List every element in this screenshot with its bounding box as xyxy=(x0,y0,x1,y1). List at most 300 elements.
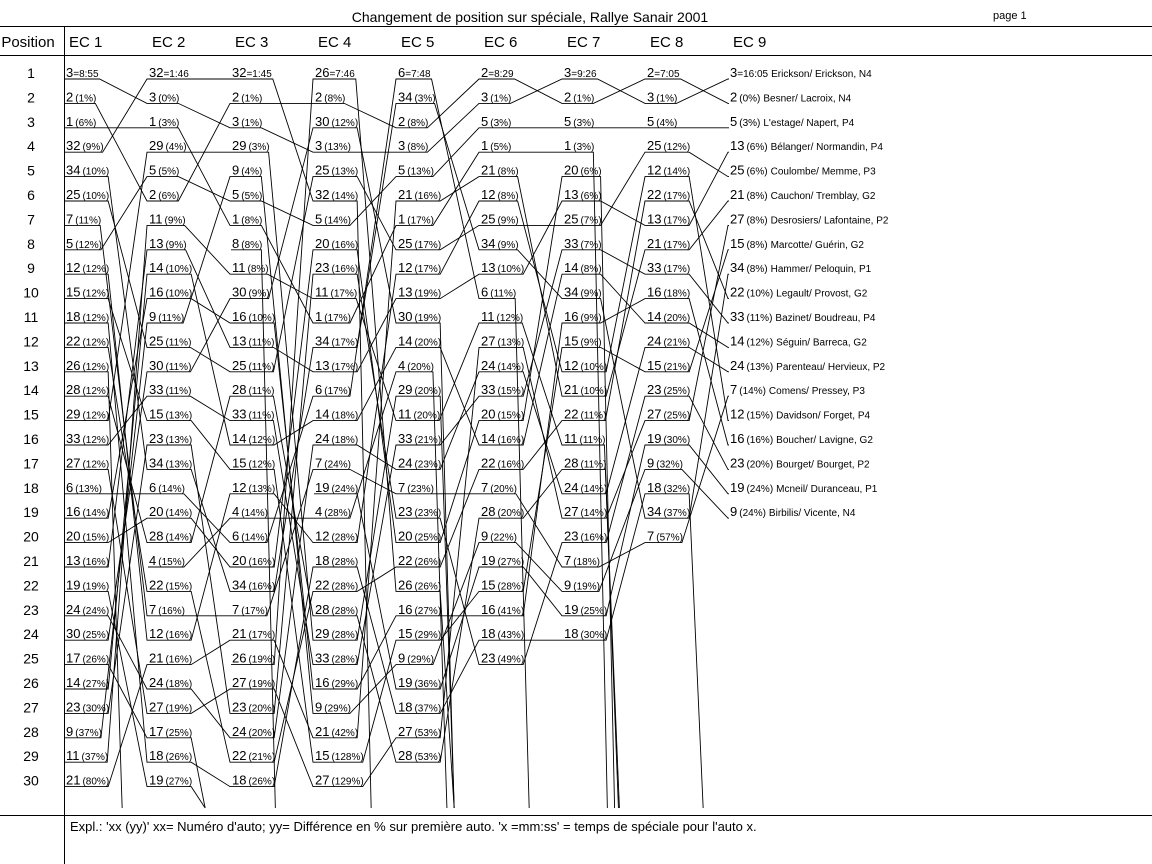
car-number: 13 xyxy=(232,333,247,349)
cell-label xyxy=(149,114,179,129)
car-number: 23 xyxy=(564,528,579,544)
car-number: 33 xyxy=(730,309,745,324)
position-number: 3 xyxy=(27,113,35,130)
car-difference: (37%) xyxy=(414,703,442,715)
car-number: 1 xyxy=(66,113,74,129)
result-cell xyxy=(232,675,275,690)
car-difference: (28%) xyxy=(331,654,359,666)
result-cell xyxy=(730,187,876,202)
car-difference: (11%) xyxy=(579,435,606,446)
car-number: 2 xyxy=(232,89,240,105)
crew-name: Mcneil/ Duranceau, P1 xyxy=(776,483,878,495)
car-number: 21 xyxy=(481,162,496,178)
result-cell xyxy=(398,699,441,714)
car-number: 9 xyxy=(66,723,74,739)
car-number: 3 xyxy=(398,138,406,154)
result-cell xyxy=(481,407,524,422)
car-difference: (80%) xyxy=(82,776,110,788)
cell-label xyxy=(232,724,275,739)
car-difference: (17%) xyxy=(331,337,359,349)
car-number: 23 xyxy=(730,455,745,471)
car-number: 24 xyxy=(149,675,164,690)
cell-label xyxy=(730,504,856,519)
car-number: 30 xyxy=(232,284,247,300)
result-cell xyxy=(481,260,524,275)
car-number: 19 xyxy=(315,479,330,495)
car-number: 3 xyxy=(481,89,489,105)
car-difference: (16%) xyxy=(82,557,110,568)
cell-label xyxy=(730,211,889,226)
cell-label xyxy=(647,187,690,202)
car-difference: (1%) xyxy=(656,93,678,105)
result-cell xyxy=(149,626,192,641)
car-difference: (11%) xyxy=(158,313,185,324)
car-number: 4 xyxy=(232,504,240,520)
car-difference: (24%) xyxy=(331,483,359,495)
car-number: 9 xyxy=(315,699,323,715)
cell-label xyxy=(564,211,602,226)
car-number: 28 xyxy=(564,455,579,471)
cell-label xyxy=(647,163,690,178)
car-number: 26 xyxy=(315,65,330,80)
car-difference: =8:29 xyxy=(488,69,514,80)
result-cell xyxy=(398,748,441,763)
cell-label xyxy=(730,358,886,373)
result-cell xyxy=(481,285,516,300)
cell-label xyxy=(232,773,275,788)
result-cell xyxy=(66,773,109,788)
car-difference: (27%) xyxy=(82,679,110,690)
car-number: 1 xyxy=(149,113,157,129)
cell-label xyxy=(398,626,441,641)
cell-label xyxy=(481,358,524,373)
car-difference: (53%) xyxy=(414,752,442,764)
car-difference: (22%) xyxy=(490,532,517,544)
cell-label xyxy=(398,65,431,80)
car-number: 11 xyxy=(66,748,80,764)
result-cell xyxy=(398,724,441,739)
car-difference: (53%) xyxy=(414,727,442,739)
result-cell xyxy=(232,309,275,324)
result-cell xyxy=(564,163,602,178)
result-cell xyxy=(481,211,519,226)
result-cell xyxy=(398,114,428,129)
car-number: 27 xyxy=(398,723,413,739)
crew-name: Besner/ Lacroix, N4 xyxy=(763,93,852,105)
cell-label xyxy=(315,773,364,788)
result-cell xyxy=(66,699,109,714)
car-difference: (4%) xyxy=(165,142,187,154)
car-difference: (12%) xyxy=(248,435,276,446)
result-cell xyxy=(398,529,441,544)
car-difference: (17%) xyxy=(330,288,358,300)
result-cell xyxy=(315,187,358,202)
result-cell xyxy=(647,309,690,324)
result-cell xyxy=(398,626,441,641)
car-number: 23 xyxy=(481,650,496,666)
car-number: 32 xyxy=(315,187,330,202)
car-number: 13 xyxy=(647,211,662,227)
cell-label xyxy=(232,455,275,470)
crew-name: Desrosiers/ Lafontaine, P2 xyxy=(770,215,889,227)
car-number: 14 xyxy=(232,431,247,446)
cell-label xyxy=(398,163,434,178)
car-number: 19 xyxy=(481,553,496,568)
result-cell xyxy=(149,187,179,202)
car-number: 9 xyxy=(730,504,738,520)
result-cell xyxy=(398,358,434,373)
result-cell xyxy=(398,187,441,202)
car-number: 17 xyxy=(66,650,81,666)
result-cell xyxy=(66,358,109,373)
result-cell xyxy=(232,651,275,666)
cell-label xyxy=(232,114,262,129)
car-number: 24 xyxy=(730,357,745,373)
car-number: 28 xyxy=(315,601,330,617)
result-cell xyxy=(66,626,109,641)
car-difference: (14%) xyxy=(82,508,110,520)
car-number: 23 xyxy=(647,382,662,398)
car-difference: (17%) xyxy=(663,239,691,251)
cell-label xyxy=(647,431,690,446)
cell-label xyxy=(66,651,109,666)
cell-label xyxy=(315,529,358,544)
car-number: 24 xyxy=(66,601,81,617)
car-difference: (32%) xyxy=(656,459,683,471)
result-cell xyxy=(647,163,690,178)
car-number: 6 xyxy=(66,479,74,495)
car-number: 33 xyxy=(149,382,164,398)
car-difference: (27%) xyxy=(165,776,193,788)
car-number: 11 xyxy=(398,406,412,422)
car-difference: (129%) xyxy=(331,776,364,788)
car-difference: (17%) xyxy=(663,191,691,202)
car-number: 21 xyxy=(232,626,247,642)
cell-label xyxy=(149,89,179,104)
car-number: 15 xyxy=(398,626,413,642)
car-difference: (17%) xyxy=(324,313,351,324)
car-difference: (29%) xyxy=(407,654,434,666)
cell-label xyxy=(149,455,192,470)
result-cell xyxy=(315,480,358,495)
car-difference: (30%) xyxy=(663,435,691,446)
car-difference: (27%) xyxy=(414,605,442,617)
car-number: 27 xyxy=(149,699,164,715)
car-difference: (16%) xyxy=(414,191,442,202)
car-difference: (9%) xyxy=(497,239,519,251)
cell-label xyxy=(730,163,876,178)
car-difference: (14%) xyxy=(739,386,766,398)
car-difference: (28%) xyxy=(331,605,359,617)
cell-label xyxy=(66,236,102,251)
result-cell xyxy=(647,455,683,470)
car-number: 11 xyxy=(232,260,246,276)
stage-header: EC 5 xyxy=(401,34,435,51)
car-difference: =1:45 xyxy=(246,69,272,80)
result-cell xyxy=(66,65,99,80)
cell-label xyxy=(66,431,109,446)
car-difference: (8%) xyxy=(324,93,346,105)
result-cell xyxy=(398,65,431,80)
car-number: 12 xyxy=(564,357,579,373)
position-number: 2 xyxy=(27,89,35,106)
cell-label xyxy=(315,748,364,763)
car-difference: (3%) xyxy=(573,117,595,129)
cell-label xyxy=(481,285,516,300)
car-number: 22 xyxy=(315,577,330,593)
car-number: 5 xyxy=(564,113,572,129)
cell-label xyxy=(315,577,358,592)
car-number: 32 xyxy=(149,65,164,80)
car-difference: (29%) xyxy=(414,630,442,642)
result-cell xyxy=(315,211,351,226)
result-cell xyxy=(564,211,602,226)
car-difference: (9%) xyxy=(82,142,104,154)
car-number: 3 xyxy=(730,65,738,80)
car-difference: (21%) xyxy=(663,337,691,349)
result-cell xyxy=(232,138,270,153)
car-number: 34 xyxy=(481,235,496,251)
page-number: page 1 xyxy=(993,10,1027,22)
car-difference: (12%) xyxy=(248,459,276,471)
car-difference: (18%) xyxy=(331,410,359,422)
car-difference: (19%) xyxy=(248,679,276,690)
position-number: 28 xyxy=(23,723,39,740)
cell-label xyxy=(66,187,109,202)
cell-label xyxy=(232,211,262,226)
result-cell xyxy=(647,260,690,275)
car-difference: (16%) xyxy=(497,459,525,471)
car-number: 30 xyxy=(315,113,330,129)
car-difference: (10%) xyxy=(82,166,110,178)
car-number: 9 xyxy=(481,528,489,544)
position-number: 26 xyxy=(23,675,39,691)
cell-label xyxy=(398,480,434,495)
car-difference: (20%) xyxy=(746,459,774,471)
result-cell xyxy=(481,358,524,373)
cell-label xyxy=(66,358,109,373)
cell-label xyxy=(647,285,690,300)
car-difference: (49%) xyxy=(497,654,525,666)
car-difference: (19%) xyxy=(82,581,110,593)
car-number: 20 xyxy=(232,553,247,568)
car-difference: (10%) xyxy=(165,264,193,276)
car-number: 6 xyxy=(149,479,157,495)
car-number: 29 xyxy=(149,138,164,154)
cell-label xyxy=(647,89,677,104)
result-cell xyxy=(315,236,358,251)
cell-label xyxy=(149,407,192,422)
crew-name: Bazinet/ Boudreau, P4 xyxy=(775,313,876,324)
cell-label xyxy=(149,577,192,592)
cell-label xyxy=(730,333,867,348)
car-difference: (4%) xyxy=(241,166,263,178)
result-cell xyxy=(315,382,351,397)
car-number: 24 xyxy=(647,333,662,349)
car-number: 21 xyxy=(149,650,164,666)
cell-label xyxy=(647,407,690,422)
result-cell xyxy=(315,699,351,714)
cell-label xyxy=(149,285,192,300)
car-number: 25 xyxy=(481,211,496,227)
car-number: 15 xyxy=(481,577,496,593)
cell-label xyxy=(315,382,351,397)
cell-label xyxy=(66,260,109,275)
car-number: 5 xyxy=(647,113,655,129)
car-difference: (11%) xyxy=(746,313,773,324)
cell-label xyxy=(730,260,872,275)
cell-label xyxy=(315,431,358,446)
cell-label xyxy=(232,529,268,544)
result-cell xyxy=(647,211,690,226)
car-number: 22 xyxy=(564,406,579,422)
cell-label xyxy=(315,260,358,275)
result-cell xyxy=(398,577,441,592)
position-number: 7 xyxy=(27,211,35,228)
car-number: 12 xyxy=(149,626,164,642)
cell-label xyxy=(232,285,270,300)
car-difference: (14%) xyxy=(241,532,268,544)
car-difference: (8%) xyxy=(497,191,519,202)
result-cell xyxy=(398,382,441,397)
car-number: 17 xyxy=(149,723,164,739)
car-number: 8 xyxy=(232,235,240,251)
crew-name: Séguin/ Barreca, G2 xyxy=(776,337,867,349)
cell-label xyxy=(398,455,441,470)
cell-label xyxy=(564,163,602,178)
car-difference: (19%) xyxy=(248,654,276,666)
car-difference: (18%) xyxy=(663,288,691,300)
result-cell xyxy=(315,65,355,80)
crew-name: Hammer/ Peloquin, P1 xyxy=(770,264,872,276)
cell-label xyxy=(232,431,275,446)
cell-label xyxy=(481,431,524,446)
cell-label xyxy=(149,236,187,251)
cell-label xyxy=(398,138,428,153)
cell-label xyxy=(481,163,519,178)
stage-header: EC 3 xyxy=(235,34,269,51)
car-number: 13 xyxy=(66,553,81,568)
cell-label xyxy=(232,699,275,714)
car-number: 29 xyxy=(66,406,81,422)
cell-label xyxy=(730,407,871,422)
car-number: 7 xyxy=(232,601,240,617)
car-number: 13 xyxy=(149,235,164,251)
car-difference: (12%) xyxy=(75,239,102,251)
car-difference: (5%) xyxy=(158,166,180,178)
car-difference: (3%) xyxy=(248,142,270,154)
cell-label xyxy=(66,529,109,544)
cell-label xyxy=(564,89,594,104)
car-difference: (13%) xyxy=(407,166,434,178)
result-cell xyxy=(730,480,878,495)
cell-label xyxy=(564,333,602,348)
result-cell xyxy=(149,236,187,251)
result-cell xyxy=(232,358,274,373)
car-number: 33 xyxy=(232,406,247,422)
result-cell xyxy=(149,773,192,788)
cell-label xyxy=(730,236,864,251)
crew-name: Marcotte/ Guérin, G2 xyxy=(770,239,864,251)
car-number: 15 xyxy=(66,284,81,300)
car-difference: (14%) xyxy=(580,508,608,520)
car-difference: (1%) xyxy=(241,93,263,105)
car-number: 33 xyxy=(398,431,413,446)
position-number: 24 xyxy=(23,626,39,643)
car-difference: (17%) xyxy=(407,215,434,227)
cell-label xyxy=(232,577,275,592)
car-number: 5 xyxy=(481,113,489,129)
car-number: 24 xyxy=(564,479,579,495)
car-number: 2 xyxy=(315,89,323,105)
car-number: 30 xyxy=(149,357,164,373)
cell-label xyxy=(149,309,184,324)
cell-label xyxy=(481,138,511,153)
cell-label xyxy=(398,285,441,300)
result-cell xyxy=(564,602,607,617)
result-cell xyxy=(398,504,441,519)
result-cell xyxy=(315,455,351,470)
cell-label xyxy=(730,65,872,80)
car-difference: (1%) xyxy=(490,93,512,105)
car-difference: (19%) xyxy=(414,313,442,324)
result-cell xyxy=(564,626,607,641)
car-difference: (37%) xyxy=(81,752,109,764)
position-change-line xyxy=(148,787,205,808)
car-difference: (14%) xyxy=(165,532,193,544)
car-difference: (25%) xyxy=(82,630,110,642)
cell-label xyxy=(481,114,511,129)
result-cell xyxy=(232,773,275,788)
car-number: 2 xyxy=(398,113,406,129)
result-cell xyxy=(66,480,102,495)
cell-label xyxy=(315,699,351,714)
cell-label xyxy=(232,65,272,80)
car-number: 33 xyxy=(647,260,662,276)
result-cell xyxy=(481,651,524,666)
cell-label xyxy=(481,480,517,495)
car-difference: (20%) xyxy=(490,483,517,495)
car-difference: (12%) xyxy=(82,410,110,422)
car-difference: (20%) xyxy=(407,361,434,373)
result-cell xyxy=(730,382,865,397)
car-number: 2 xyxy=(647,65,655,80)
car-number: 2 xyxy=(149,187,157,202)
cell-label xyxy=(149,748,192,763)
cell-label xyxy=(564,529,607,544)
car-difference: (30%) xyxy=(580,630,608,642)
car-difference: (8%) xyxy=(746,239,768,251)
cell-label xyxy=(564,114,594,129)
car-difference: (3%) xyxy=(739,117,761,129)
car-number: 15 xyxy=(149,406,164,422)
car-difference: (3%) xyxy=(158,117,180,129)
result-cell xyxy=(149,675,192,690)
cell-label xyxy=(315,358,358,373)
car-number: 22 xyxy=(232,748,247,764)
result-cell xyxy=(315,602,358,617)
car-difference: (43%) xyxy=(497,630,525,642)
car-number: 34 xyxy=(398,89,413,105)
result-cell xyxy=(647,407,690,422)
car-difference: =8:55 xyxy=(73,69,99,80)
position-number: 17 xyxy=(23,455,39,472)
cell-label xyxy=(232,748,275,763)
cell-label xyxy=(149,163,179,178)
car-number: 7 xyxy=(730,382,738,398)
car-number: 12 xyxy=(398,260,413,276)
result-cell xyxy=(730,455,870,470)
